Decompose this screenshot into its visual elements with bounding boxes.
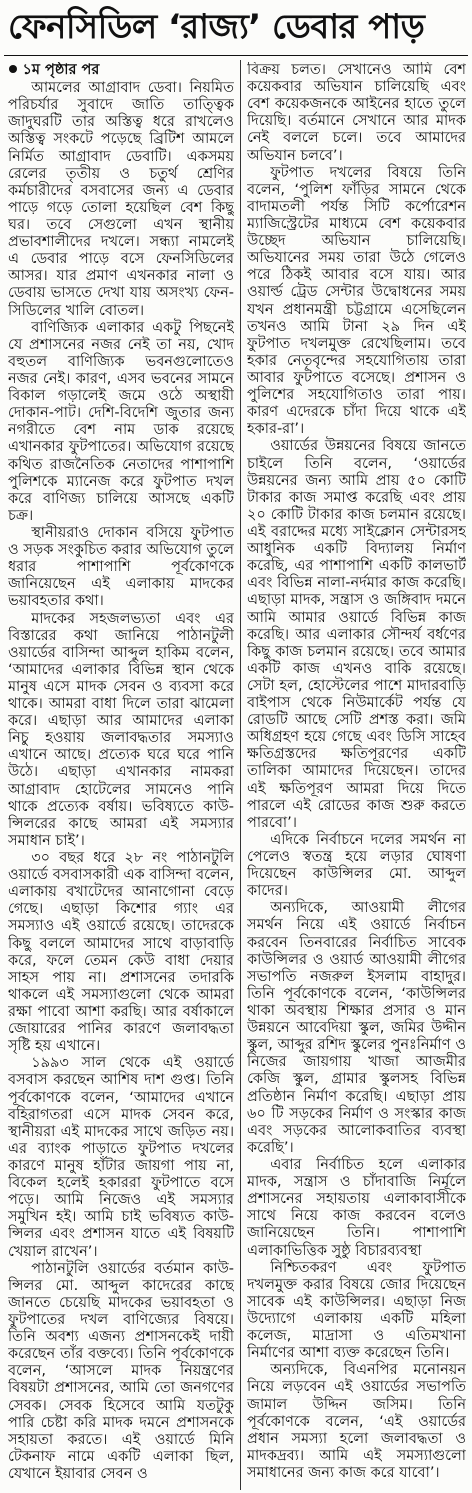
continuation-line xyxy=(8,62,234,79)
article-paragraph: আমলের আগ্রাবাদ ডেবা। নিয়মিত পরিচর্যার সুবাদে জাতি তাত্ত্বিক জাদুঘরটি তার অস্তিত্ব ধরে রাখলেও অস্তিত্ব সংকটে পড়েছে ব্রিটিশ আমলে নির্মিত আগ্রাবাদ ডেবাটি। একসময় রেলের তৃতীয় ও চতুর্থ শ্রেণির কর্মচারীদের বসবাসের জন্য এ ডেবার পাড়ে গড়ে তোলা হয়েছিল বেশ কিছু ঘর। তবে সেগুলো এখন স্থানীয় প্রভাবশালীদের দখলে। সন্ধ্যা নামলেই এ ডেবার পাড়ে বসে ফেনসিডিলের আসর। যার প্রমাণ এখনকার নালা ও ডেবায় ভাসতে দেখা যায় অসংখ্য ফেন-সিডিলের খালি বোতল। xyxy=(8,80,234,319)
article-paragraph: বাণিজ্যিক এলাকার একটু পিছনেই যে প্রশাসনের নজর নেই তা নয়, খোদ বহুতল বাণিজ্যিক ভবনগুলোতেও নজর নেই। কারণ, এসব ভবনের সামনে বিকাল গড়ালেই জমে ওঠে অস্থায়ী দোকান-পাট। দেশি-বিদেশি জুতার জন্য নগরীতে বেশ নাম ডাক রয়েছে এখানকার ফুটপাতের। অভিযোগ রয়েছে কথিত রাজনৈতিক নেতাদের পাশাপাশি পুলিশকে ম্যানেজ করে ফুটপাত দখল করে বাণিজ্য চালিয়ে আসছে একটি চক্র। xyxy=(8,319,234,524)
continuation-label: ১ম পৃষ্ঠার পর xyxy=(22,62,100,78)
article-paragraph: অন্যদিকে, আওয়ামী লীগের সমর্থন নিয়ে এই ওয়ার্ডে নির্বাচন করবেন তিনবারের নির্বাচিত সাবেক কাউন্সিলর ও ওয়ার্ড আওয়ামী লীগের সভাপতি নজরুল ইসলাম বাহাদুর। তিনি পূর্বকোণকে বলেন, ‘কাউন্সিলর থাকা অবস্থায় শিক্ষার প্রসার ও মান উন্নয়নে আবেদিয়া স্কুল, জমির উদ্দীন স্কুল, আব্দুর রশিদ স্কুলের পুনঃনির্মাণ ও নিজের জায়গায় খাজা আজমীর কেজি স্কুল, গ্রামার স্কুলসহ বিভিন্ন প্রতিষ্ঠান নির্মাণ করেছি। এছাড়া প্রায় ৬০ টি সড়কের নির্মাণ ও সংস্কার কাজ এবং সড়কের আলোকবাতির ব্যবস্থা করেছি’। xyxy=(247,900,466,1156)
headline: ফেনসিডিল ‘রাজ্য’ ডেবার পাড় xyxy=(8,7,425,47)
column-divider xyxy=(240,60,241,1490)
article-paragraph: স্থানীয়রাও দোকান বসিয়ে ফুটপাত ও সড়ক সংকুচিত করার অভিযোগ তুলে ধরার পাশাপাশি পূর্বকোণকে জানিয়েছেন এই এলাকায় মাদকের ভয়াবহতার কথা। xyxy=(8,524,234,610)
bullet-icon xyxy=(9,65,17,73)
article-paragraph: মাদকের সহজলভ্যতা এবং এর বিস্তারের কথা জানিয়ে পাঠানটুলী ওয়ার্ডের বাসিন্দা আব্দুল হাকিম বলেন, ‘আমাদের এলাকার বিভিন্ন স্থান থেকে মানুষ এসে মাদক সেবন ও ব্যবসা করে থাকে। আমরা বাধা দিলে তারা ঝামেলা করে। এছাড়া আর আমাদের এলাকা নিচু হওয়ায় জলাবদ্ধতার সমস্যাও এখানে আছে। প্রত্যেক ঘরে ঘরে পানি উঠে। এছাড়া এখানকার নামকরা আগ্রাবাদ হোটেলের সামনেও পানি থাকে প্রত্যেক বর্ষায়। ভবিষ্যতে কাউ-ন্সিলরের কাছে আমরা এই সমস্যার সমাধান চাই’। xyxy=(8,610,234,849)
article-paragraph: নিশ্চিতকরণ এবং ফুটপাত দখলমুক্ত করার বিষয়ে জোর দিয়েছেন সাবেক এই কাউন্সিলর। এছাড়া নিজ উদ্যোগে এলাকায় একটি মহিলা কলেজ, মাদ্রাসা ও এতিমখানা নির্মাণের আশা ব্যক্ত করেছেন তিনি। xyxy=(247,1259,466,1362)
right-column xyxy=(247,62,466,1488)
article-paragraph: বিক্রয় চলত। সেখানেও আমি বেশ কয়েকবার অভিযান চালিয়েছি এবং বেশ কয়েকজনকে আইনের হাতে তুলে দিয়েছি। বর্তমানে সেখানে আর মাদক নেই বললে চলে। তবে আমাদের অভিযান চলবে’। xyxy=(247,62,466,164)
article-paragraph: অন্যদিকে, বিএনপির মনোনয়ন নিয়ে লড়বেন এই ওয়ার্ডের সভাপতি জামাল উদ্দিন জসিম। তিনি পূর্বকোণকে বলেন, ‘এই ওয়ার্ডের প্রধান সমস্যা হলো জলাবদ্ধতা ও মাদকদ্রব্য। আমি এই সমস্যাগুলো সমাধানের জন্য কাজ করে যাবো’। xyxy=(247,1362,466,1481)
article-paragraph: ৩০ বছর ধরে ২৮ নং পাঠানটুলি ওয়ার্ডে বসবাসকারী এক বাসিন্দা বলেন, এলাকায় বখাটেদের আনাগোনা বেড়ে গেছে। এছাড়া কিশোর গ্যাং এর সমস্যাও এই ওয়ার্ডে রয়েছে। তাদেরকে কিছু বললে আমাদের সাথে বাড়াবাড়ি করে, ফলে তেমন কেউ বাধা দেয়ার সাহস পায় না। প্রশাসনের তদারকি থাকলে এই সমস্যাগুলো থেকে আমরা রক্ষা পাবো আশা করছি। আর বর্ষাকালে জোয়ারের পানির কারণে জলাবদ্ধতা সৃষ্টি হয় এখানে। xyxy=(8,850,234,1055)
article-paragraph: এবার নির্বাচিত হলে এলাকার মাদক, সন্ত্রাস ও চাঁদাবাজি নির্মূলে প্রশাসনের সহায়তায় এলাকাবাসীকে সাথে নিয়ে কাজ করবেন বলেও জানিয়েছেন তিনি। পাশাপাশি এলাকাভিত্তিক সুষ্ঠু বিচারব্যবস্থা xyxy=(247,1157,466,1259)
left-column xyxy=(8,62,234,1488)
article-paragraph: এদিকে নির্বাচনে দলের সমর্থন না পেলেও স্বতন্ত্র হয়ে লড়ার ঘোষণা দিয়েছেন কাউন্সিলর মো. আব্দুল কাদের। xyxy=(247,831,466,900)
article-paragraph: পাঠানটুলি ওয়ার্ডের বর্তমান কাউ-ন্সিলর মো. আব্দুল কাদেরের কাছে জানতে চেয়েছি মাদকের ভয়াবহতা ও ফুটপাতের দখল বাণিজ্যের বিষয়ে। তিনি অবশ্য এজন্য প্রশাসনকেই দায়ী করেছেন তাঁর বক্তব্যে। তিনি পূর্বকোণকে বলেন, ‘আসলে মাদক নিয়ন্ত্রণের বিষয়টা প্রশাসনের, আমি তো জনগণের সেবক। সেবক হিসেবে আমি যতটুকু পারি চেষ্টা করি মাদক দমনে প্রশাসনকে সহায়তা করতে। এই ওয়ার্ডে মিনি টেকনাফ নামে একটি এলাকা ছিল, যেখানে ইয়াবার সেবন ও xyxy=(8,1260,234,1482)
headline-rule xyxy=(4,55,468,56)
article-paragraph: ওয়ার্ডের উন্নয়নের বিষয়ে জানতে চাইলে তিনি বলেন, ‘ওয়ার্ডের উন্নয়নের জন্য আমি প্রায় ৫০ কোটি টাকার কাজ সমাপ্ত করেছি এবং প্রায় ২০ কোটি টাকার কাজ চলমান রয়েছে। এই বরাদ্দের মধ্যে সাইক্লোন সেন্টারসহ আধুনিক একটি বিদ্যালয় নির্মাণ করেছি, এর পাশাপাশি একটি কালভার্ট এবং বিভিন্ন নালা-নর্দমার কাজ করেছি। এছাড়া মাদক, সন্ত্রাস ও জঙ্গিবাদ দমনে আমি আমার ওয়ার্ডে বিভিন্ন কাজ করেছি। আর এলাকার সৌন্দর্য বর্ধণের কিছু কাজ চলমান রয়েছে। তবে আমার একটি কাজ এখনও বাকি রয়েছে। সেটা হল, হোস্টেলের পাশে মাদারবাড়ি বাইপাস থেকে নিউমার্কেট পর্যন্ত যে রোডটি আছে সেটি প্রশস্ত করা। জমি অধিগ্রহণ হয়ে গেছে এবং ডিসি সাহেব ক্ষতিগ্রস্তদের ক্ষতিপূরণের একটি তালিকা আমাদের দিয়েছেন। তাদের এই ক্ষতিপূরণ আমরা দিয়ে দিতে পারলে এই রোডের কাজ শুরু করতে পারবো’। xyxy=(247,438,466,831)
article-paragraph: ১৯৯৩ সাল থেকে এই ওয়ার্ডে বসবাস করছেন আশিষ দাশ গুপ্ত। তিনি পূর্বকোণকে বলেন, ‘আমাদের এখানে বহিরাগতরা এসে মাদক সেবন করে, স্থানীয়রা এই মাদকের সাথে জড়িত নয়। এর ব্যাংক পাড়াতে ফুটপাত দখলের কারণে মানুষ হাঁটার জায়গা পায় না, বিকেল হলেই হকাররা ফুটপাতে বসে পড়ে। আমি নিজেও এই সমস্যার সমুখিন হই। আমি চাই ভবিষ্যত কাউ-ন্সিলর এবং প্রশাসন যাতে এই বিষয়টি খেয়াল রাখেন’। xyxy=(8,1055,234,1260)
article-paragraph: ফুটপাত দখলের বিষয়ে তিনি বলেন, ‘পুলিশ ফাঁড়ির সামনে থেকে বাদামতলী পর্যন্ত সিটি কর্পোরেশন ম্যাজিস্ট্রেটের মাধ্যমে বেশ কয়েকবার উচ্ছেদ অভিযান চালিয়েছি। অভিযানের সময় তারা উঠে গেলেও পরে ঠিকই আবার বসে যায়। আর ওয়ার্ল্ড ট্রেড সেন্টার উদ্বোধনের সময় যখন প্রধানমন্ত্রী চট্টগ্রামে এসেছিলেন তখনও আমি টানা ২৯ দিন এই ফুটপাত দখলমুক্ত রেখেছিলাম। তবে হকার নেতৃবৃন্দের সহযোগিতায় তারা আবার ফুটপাতে বসেছে। প্রশাসন ও পুলিশের সহযোগিতাও তারা পায়। কারণ এদেরকে চাঁদা দিয়ে থাকে এই হকার-রা’। xyxy=(247,164,466,438)
